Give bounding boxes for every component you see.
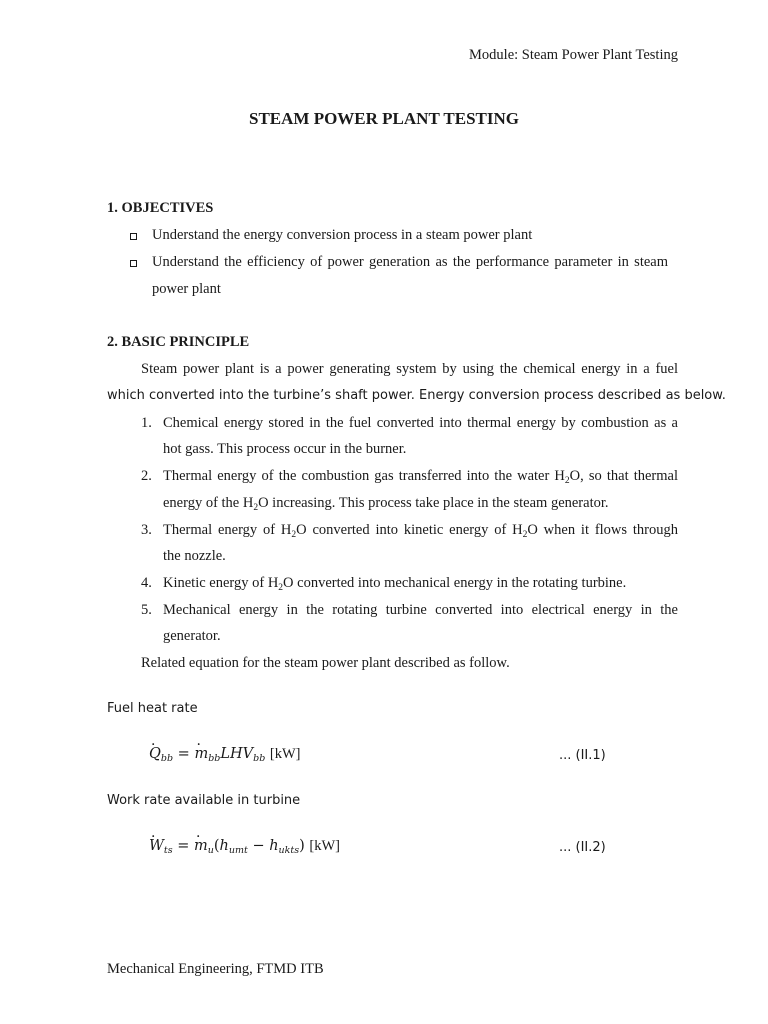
fuel-heat-rate-label: Fuel heat rate [107, 701, 198, 716]
step-4-line-1: Kinetic energy of $H_2O$ converted into mechanical energy in the rotating turbine. [163, 575, 627, 593]
step-1-line-2: hot gass. This process occur in the burner. [163, 441, 407, 457]
equation-number: ... (II.1) [559, 748, 606, 763]
step-number: 3. [141, 522, 152, 538]
principle-intro-line-2: which converted into the turbine’s shaft power. Energy conversion process described as below. [107, 388, 726, 403]
running-header: Module: Steam Power Plant Testing [469, 47, 678, 63]
step-2-line-1: Thermal energy of the combustion gas transferred into the water $H_2O$, so that thermal [163, 468, 678, 486]
step-3-line-2: the nozzle. [163, 548, 226, 564]
step-5-line-2: generator. [163, 628, 221, 644]
step-3-line-1: Thermal energy of $H_2O$ converted into kinetic energy of $H_2O$ when it flows through [163, 522, 679, 540]
step-5-line-1: Mechanical energy in the rotating turbine converted into electrical energy in the [163, 602, 678, 618]
step-number: 2. [141, 468, 152, 484]
objective-item-1: Understand the energy conversion process in a steam power plant [152, 227, 533, 243]
step-number: 4. [141, 575, 152, 591]
objective-item-2-continued: power plant [152, 281, 221, 297]
equation-number: ... (II.2) [559, 840, 606, 855]
square-bullet-icon [130, 233, 137, 240]
step-number: 5. [141, 602, 152, 618]
basic-principle-heading: 2. BASIC PRINCIPLE [107, 334, 250, 350]
step-1-line-1: Chemical energy stored in the fuel converted into thermal energy by combustion as a [163, 415, 678, 431]
related-equation-sentence: Related equation for the steam power plant described as follow. [141, 655, 510, 671]
page-title: STEAM POWER PLANT TESTING [248, 109, 520, 128]
step-number: 1. [141, 415, 152, 431]
step-2-line-2: energy of the $H_2O$ increasing. This process take place in the steam generator. [163, 495, 609, 513]
objectives-heading: 1. OBJECTIVES [107, 200, 214, 216]
equation-fuel-heat-rate: $Q \cdot_{bb} = m \cdot_{bb}LHV_{bb}$ [kW] [149, 746, 300, 763]
page-footer: Mechanical Engineering, FTMD ITB [107, 961, 324, 977]
turbine-work-rate-label: Work rate available in turbine [107, 793, 301, 808]
square-bullet-icon [130, 260, 137, 267]
equation-turbine-work-rate: $W \cdot_{ts} = m \cdot_u(h_{umt} - h_{ukts})$ [kW] [149, 838, 340, 855]
objective-item-2: Understand the efficiency of power generation as the performance parameter in steam [152, 254, 668, 270]
principle-intro-line-1: Steam power plant is a power generating system by using the chemical energy in a fuel [141, 361, 678, 377]
